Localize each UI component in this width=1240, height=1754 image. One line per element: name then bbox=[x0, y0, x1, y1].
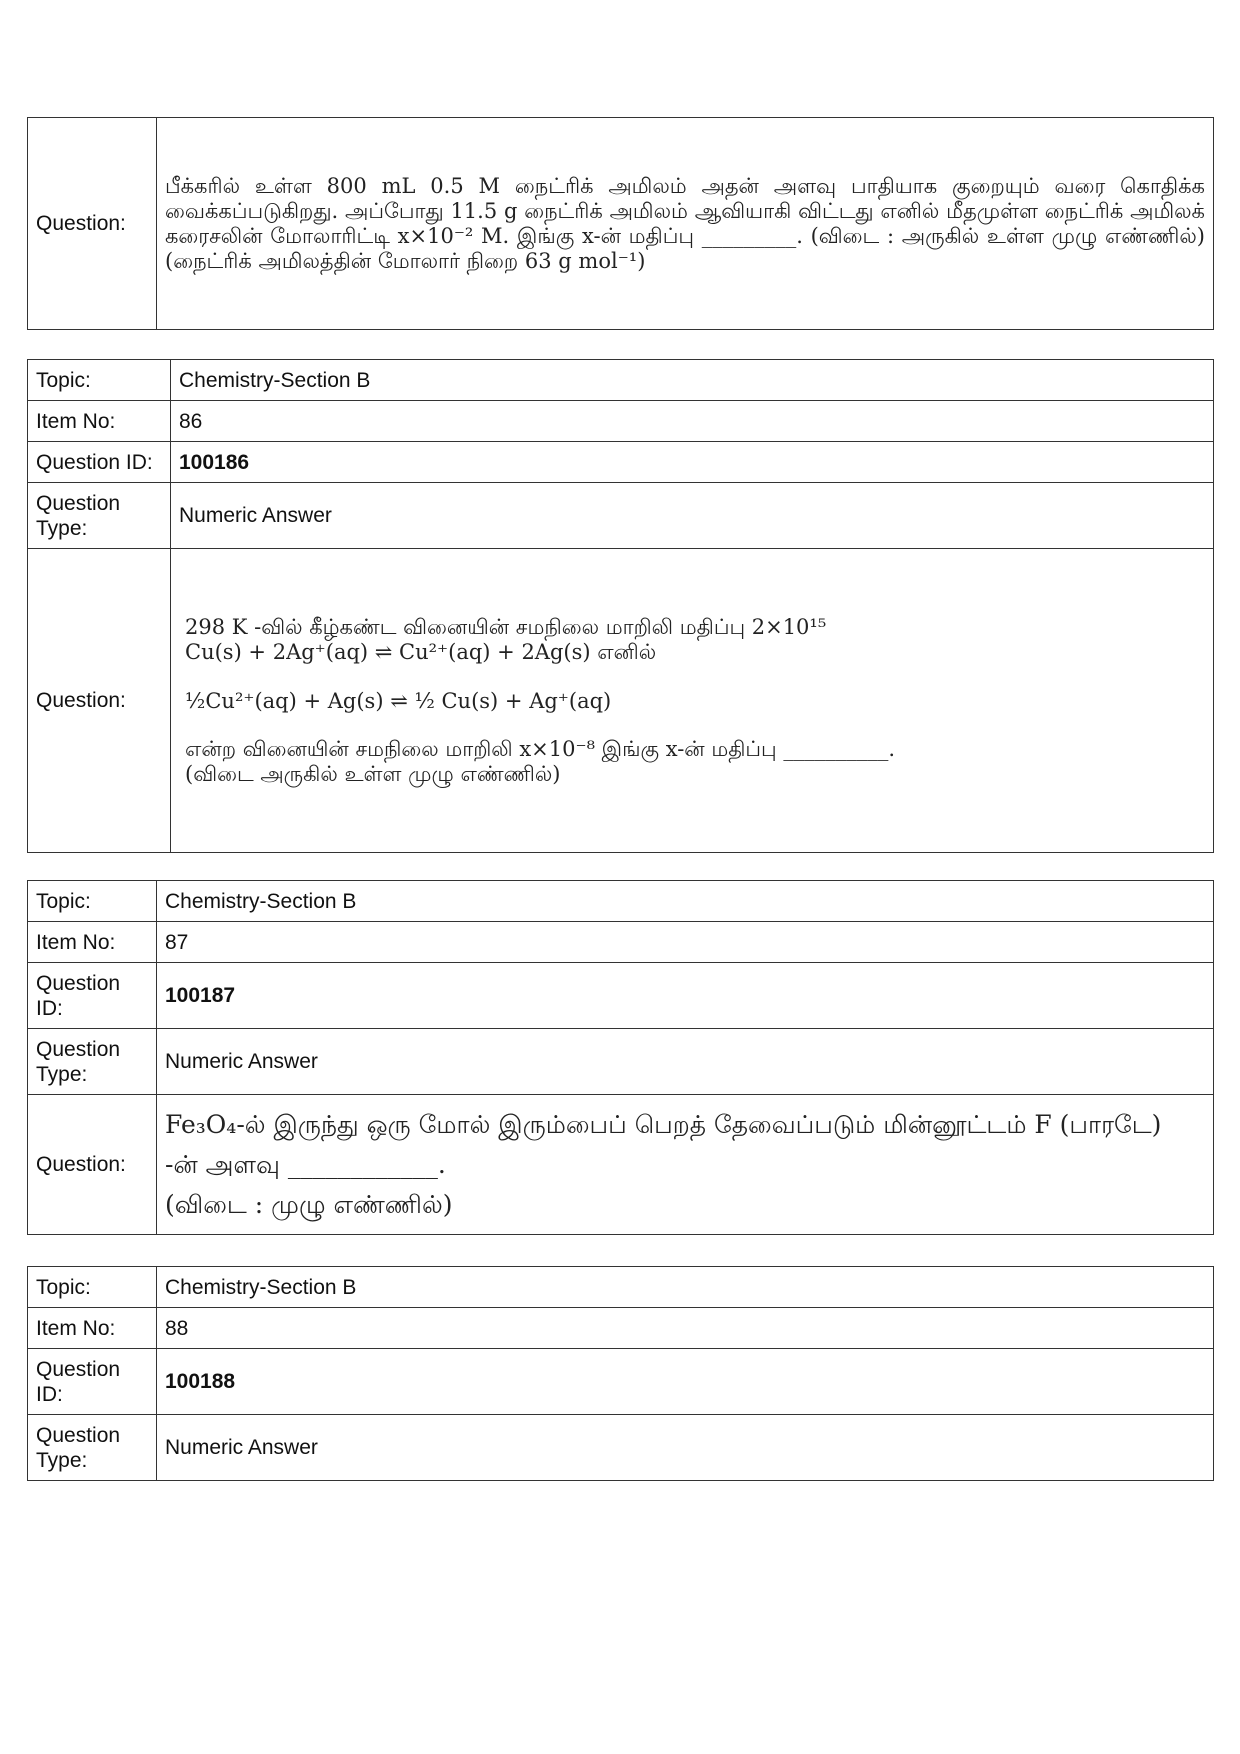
question-line-3: (விடை : முழு எண்ணில்) bbox=[165, 1189, 453, 1219]
item-no-label: Item No: bbox=[28, 1308, 157, 1349]
question-line-3: ½Cu²⁺(aq) + Ag(s) ⇌ ½ Cu(s) + Ag⁺(aq) bbox=[185, 688, 612, 713]
item-no-value: 86 bbox=[171, 401, 1214, 442]
question-id-value: 100186 bbox=[171, 442, 1214, 483]
question-id-value: 100188 bbox=[157, 1349, 1214, 1415]
question-type-value: Numeric Answer bbox=[171, 483, 1214, 549]
item-no-value: 88 bbox=[157, 1308, 1214, 1349]
question-id-label: Question ID: bbox=[28, 442, 171, 483]
question-label: Question: bbox=[28, 1095, 157, 1235]
question-line-1: 298 K -வில் கீழ்கண்ட வினையின் சமநிலை மாறிலி மதிப்பு 2×10¹⁵ bbox=[185, 614, 827, 639]
question-id-label: Question ID: bbox=[28, 963, 157, 1029]
question-block-2 bbox=[27, 359, 1214, 853]
question-type-value: Numeric Answer bbox=[157, 1029, 1214, 1095]
item-no-label: Item No: bbox=[28, 922, 157, 963]
question-id-value: 100187 bbox=[157, 963, 1214, 1029]
question-type-label: Question Type: bbox=[28, 483, 171, 549]
question-line-1: Fe₃O₄-ல் இருந்து ஒரு மோல் இரும்பைப் பெறத் தேவைப்படும் மின்னூட்டம் F (பாரடே) bbox=[165, 1109, 1162, 1139]
topic-label: Topic: bbox=[28, 1267, 157, 1308]
question-body bbox=[171, 549, 1214, 853]
question-id-label: Question ID: bbox=[28, 1349, 157, 1415]
topic-value: Chemistry-Section B bbox=[157, 881, 1214, 922]
item-no-label: Item No: bbox=[28, 401, 171, 442]
topic-label: Topic: bbox=[28, 360, 171, 401]
topic-value: Chemistry-Section B bbox=[157, 1267, 1214, 1308]
question-line-2: Cu(s) + 2Ag⁺(aq) ⇌ Cu²⁺(aq) + 2Ag(s) எனில் bbox=[185, 639, 657, 664]
question-label: Question: bbox=[28, 549, 171, 853]
question-type-label: Question Type: bbox=[28, 1415, 157, 1481]
question-line-5: (விடை அருகில் உள்ள முழு எண்ணில்) bbox=[185, 761, 561, 786]
question-block-3 bbox=[27, 880, 1214, 1235]
question-line-4: என்ற வினையின் சமநிலை மாறிலி x×10⁻⁸ இங்கு x-ன் மதிப்பு __________. bbox=[185, 736, 896, 761]
question-type-value: Numeric Answer bbox=[157, 1415, 1214, 1481]
item-no-value: 87 bbox=[157, 922, 1214, 963]
topic-label: Topic: bbox=[28, 881, 157, 922]
question-block-4 bbox=[27, 1266, 1214, 1481]
question-block-1 bbox=[27, 117, 1214, 330]
question-body bbox=[157, 1095, 1214, 1235]
question-label: Question: bbox=[28, 118, 157, 330]
question-type-label: Question Type: bbox=[28, 1029, 157, 1095]
question-line-2: -ன் அளவு ____________. bbox=[165, 1149, 446, 1179]
topic-value: Chemistry-Section B bbox=[171, 360, 1214, 401]
question-text: பீக்கரில் உள்ள 800 mL 0.5 M நைட்ரிக் அமிலம் அதன் அளவு பாதியாக குறையும் வரை கொதிக்க வைக்கப்படுகிறது. அப்போது 11.5 g நைட்ரிக் அமிலம் ஆவியாகி விட்டது எனில் மீதமுள்ள நைட்ரிக் அமிலக் கரைசலின் மோலாரிட்டி x×10⁻² M. இங்கு x-ன் மதிப்பு _________. (விடை : அருகில் உள்ள முழு எண்ணில்) (நைட்ரிக் அமிலத்தின் மோலார் நிறை 63 g mol⁻¹) bbox=[157, 118, 1214, 330]
